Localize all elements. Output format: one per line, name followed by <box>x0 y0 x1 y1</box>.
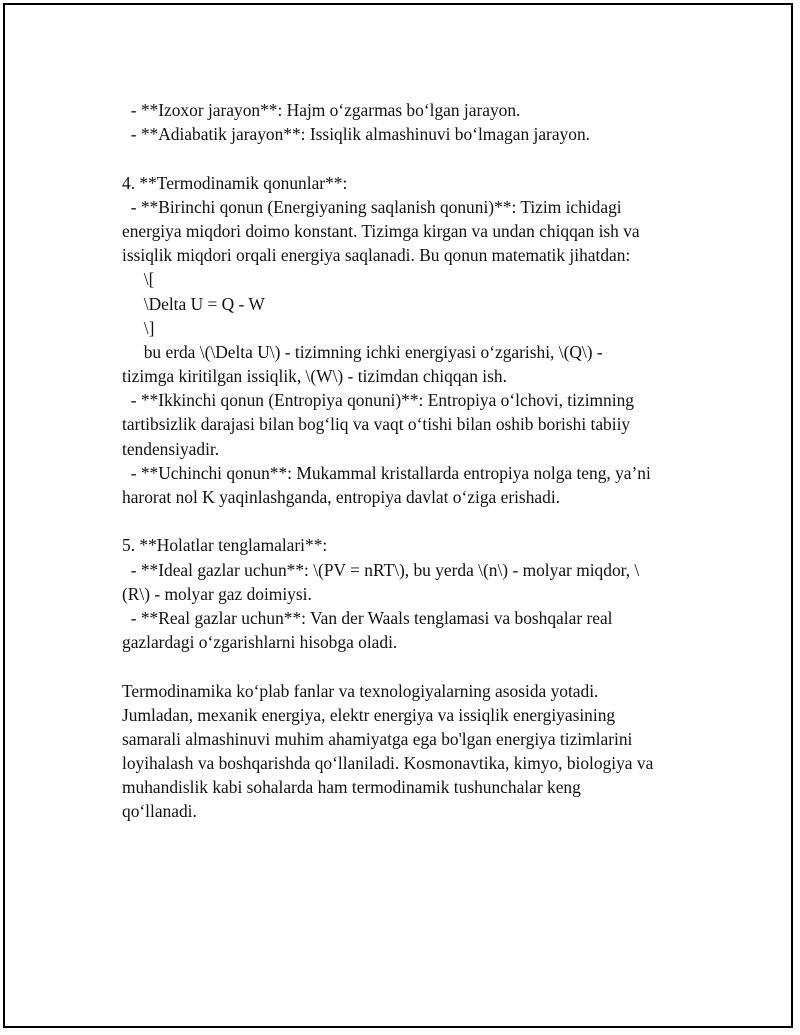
text-line: issiqlik miqdori orqali energiya saqlanadi. Bu qonun matematik jihatdan: <box>122 245 631 266</box>
text-line: bu erda \(\Delta U\) - tizimning ichki energiyasi o‘zgarishi, \(Q\) - <box>122 341 603 362</box>
text-line: Termodinamika ko‘plab fanlar va texnologiyalarning asosida yotadi. <box>122 680 599 701</box>
text-line: - **Real gazlar uchun**: Van der Waals tenglamasi va boshqalar real <box>122 607 613 628</box>
text-line: \Delta U = Q - W <box>122 293 265 314</box>
text-line: 5. **Holatlar tenglamalari**: <box>122 535 328 556</box>
text-line: \] <box>122 317 155 338</box>
text-line: 4. **Termodinamik qonunlar**: <box>122 172 348 193</box>
text-line: - **Ikkinchi qonun (Entropiya qonuni)**: Entropiya o‘lchovi, tizimning <box>122 390 634 411</box>
blank-line <box>122 509 697 533</box>
blank-line <box>122 146 697 170</box>
text-line: (R\) - molyar gaz doimiysi. <box>122 583 312 604</box>
text-line: tizimga kiritilgan issiqlik, \(W\) - tizimdan chiqqan ish. <box>122 366 507 387</box>
text-line: - **Uchinchi qonun**: Mukammal kristallarda entropiya nolga teng, ya’ni <box>122 462 651 483</box>
text-line: - **Ideal gazlar uchun**: \(PV = nRT\), bu yerda \(n\) - molyar miqdor, \ <box>122 559 640 580</box>
blank-line <box>122 654 697 678</box>
text-line: tartibsizlik darajasi bilan bog‘liq va vaqt o‘tishi bilan oshib borishi tabiiy <box>122 414 631 435</box>
text-line: samarali almashinuvi muhim ahamiyatga ega bo'lgan energiya tizimlarini <box>122 728 633 749</box>
text-line: muhandislik kabi sohalarda ham termodinamik tushunchalar keng <box>122 777 581 798</box>
text-line: - **Adiabatik jarayon**: Issiqlik almashinuvi bo‘lmagan jarayon. <box>122 124 590 145</box>
text-line: loyihalash va boshqarishda qo‘llaniladi. Kosmonavtika, kimyo, biologiya va <box>122 753 654 774</box>
text-line: energiya miqdori doimo konstant. Tizimga kirgan va undan chiqqan ish va <box>122 220 640 241</box>
text-line: - **Izoxor jarayon**: Hajm o‘zgarmas bo‘lgan jarayon. <box>122 100 521 120</box>
text-line: qo‘llanadi. <box>122 801 197 822</box>
text-line: - **Birinchi qonun (Energiyaning saqlanish qonuni)**: Tizim ichidagi <box>122 196 622 217</box>
text-line: gazlardagi o‘zgarishlarni hisobga oladi. <box>122 632 398 653</box>
page-frame <box>3 3 793 1028</box>
document-text <box>122 98 697 824</box>
text-line: tendensiyadir. <box>122 438 220 459</box>
text-line: \[ <box>122 269 155 290</box>
text-line: Jumladan, mexanik energiya, elektr energiya va issiqlik energiyasining <box>122 704 616 725</box>
text-line: harorat nol K yaqinlashganda, entropiya davlat o‘ziga erishadi. <box>122 487 560 507</box>
